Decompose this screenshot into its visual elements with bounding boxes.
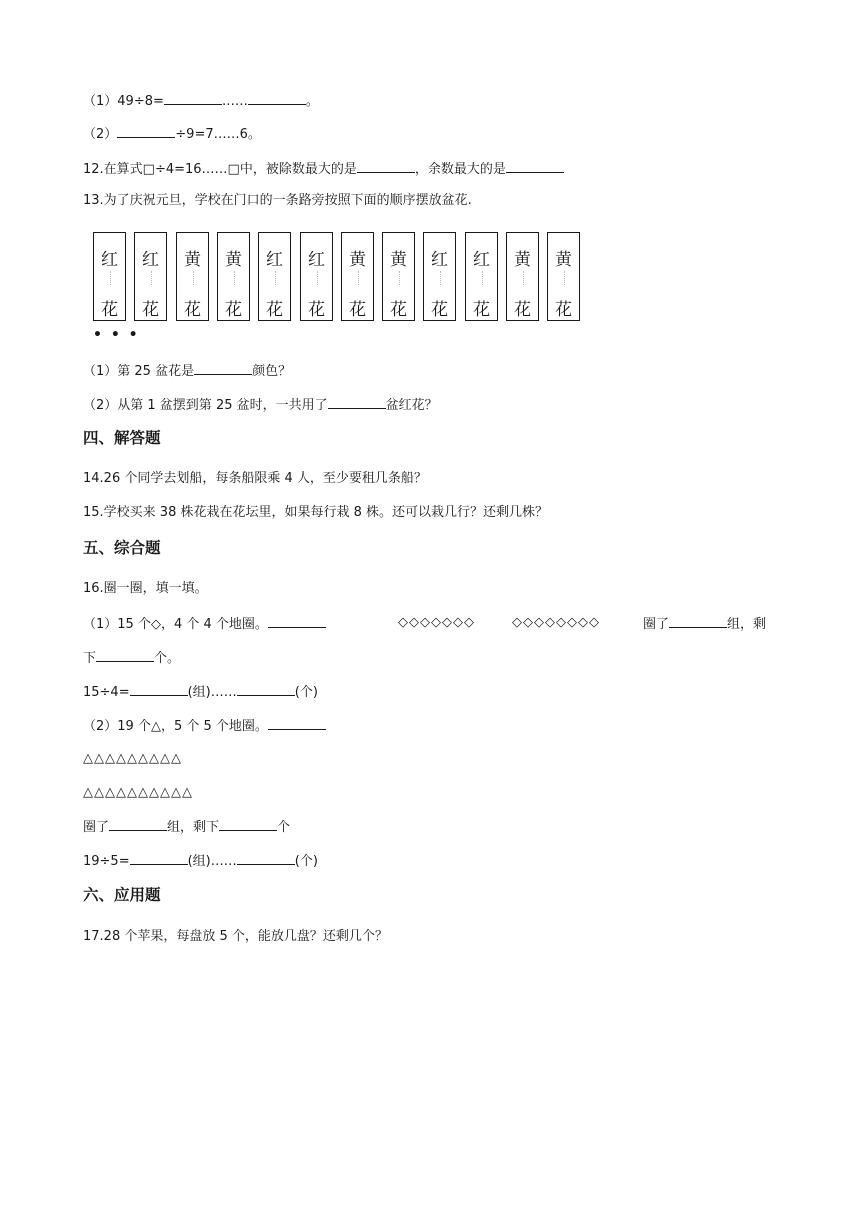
flower-char: 花 (142, 300, 159, 320)
flower-char: 花 (184, 300, 201, 320)
flower-char: 花 (514, 300, 531, 320)
eq-group: (组)…… (187, 685, 237, 700)
ellipsis: • • • (93, 327, 140, 343)
q12-prefix: 12.在算式□÷4=16……□中，被除数最大的是 (83, 162, 357, 177)
flower-color-char: 黄 (390, 250, 407, 270)
q11-part1-sep: …… (221, 94, 248, 109)
q12 (83, 159, 564, 179)
section-heading-4: 四、解答题 (83, 429, 161, 447)
answer-blank[interactable] (237, 682, 295, 696)
dotted-guide (523, 271, 524, 285)
flower-char: 花 (390, 300, 407, 320)
answer-blank[interactable] (96, 648, 154, 662)
flower-char: 花 (473, 300, 490, 320)
flower-color-char: 红 (142, 250, 159, 270)
flower-card (506, 232, 539, 321)
dotted-guide (317, 271, 318, 285)
dotted-guide (234, 271, 235, 285)
flower-color-char: 红 (431, 250, 448, 270)
answer-blank[interactable] (130, 851, 188, 865)
dotted-guide (440, 271, 441, 285)
answer-blank[interactable] (268, 614, 326, 628)
dotted-guide (482, 271, 483, 285)
flower-color-char: 红 (473, 250, 490, 270)
flower-card (423, 232, 456, 321)
eq-unit: (个) (294, 685, 318, 700)
diamonds-group-a: ◇◇◇◇◇◇◇ (398, 615, 475, 630)
flower-card (382, 232, 415, 321)
circled2-post: 个 (277, 820, 291, 835)
flower-color-char: 黄 (555, 250, 572, 270)
q13-sub2-pre: （2）从第 1 盆摆到第 25 盆时，一共用了 (83, 398, 328, 413)
answer-blank[interactable] (237, 851, 295, 865)
flower-card (341, 232, 374, 321)
flower-card (134, 232, 167, 321)
dotted-guide (275, 271, 276, 285)
q13-sub2 (83, 395, 438, 415)
flower-card (93, 232, 126, 321)
flower-char: 花 (225, 300, 242, 320)
circled-label: 圈了 (643, 617, 670, 632)
q13-sub1-post: 颜色？ (252, 364, 292, 379)
q16-sub2 (83, 716, 326, 736)
triangles-row-b: △△△△△△△△△△ (83, 785, 193, 800)
q16-eq1 (83, 682, 318, 702)
flower-color-char: 黄 (514, 250, 531, 270)
q13-sub1-pre: （1）第 25 盆花是 (83, 364, 195, 379)
answer-blank[interactable] (219, 817, 277, 831)
eq-group: (组)…… (187, 854, 237, 869)
q11-part1-end: 。 (305, 94, 319, 109)
flower-card (176, 232, 209, 321)
diamonds-group-b: ◇◇◇◇◇◇◇◇ (512, 615, 600, 630)
q16-sub1-remain (83, 648, 180, 668)
dotted-guide (399, 271, 400, 285)
dotted-guide (151, 271, 152, 285)
eq1-pre: 15÷4= (83, 685, 130, 700)
q11-part2-text: ÷9=7……6。 (175, 127, 261, 142)
group-label: 组，剩 (727, 617, 767, 632)
flower-card (258, 232, 291, 321)
answer-blank[interactable] (194, 361, 252, 375)
answer-blank[interactable] (130, 682, 188, 696)
answer-blank[interactable] (357, 159, 415, 173)
eq-unit: (个) (294, 854, 318, 869)
answer-blank[interactable] (109, 817, 167, 831)
answer-blank[interactable] (328, 395, 386, 409)
q14: 14.26 个同学去划船，每条船限乘 4 人，至少要租几条船？ (83, 471, 427, 486)
q16: 16.圈一圈，填一填。 (83, 581, 208, 596)
q13-sub2-post: 盆红花？ (385, 398, 438, 413)
flower-card (465, 232, 498, 321)
q15: 15.学校买来 38 株花栽在花坛里，如果每行栽 8 株。还可以栽几行？还剩几株？ (83, 505, 549, 520)
flower-color-char: 黄 (349, 250, 366, 270)
answer-blank[interactable] (117, 124, 175, 138)
q13-sub1 (83, 361, 291, 381)
flower-color-char: 黄 (184, 250, 201, 270)
remain-pre: 下 (83, 651, 97, 666)
flower-color-char: 红 (101, 250, 118, 270)
dotted-guide (110, 271, 111, 285)
q11-part2-label: （2） (83, 127, 118, 142)
remain-post: 个。 (154, 651, 181, 666)
flower-char: 花 (266, 300, 283, 320)
q16-sub1 (83, 614, 326, 634)
flower-color-char: 红 (308, 250, 325, 270)
q16-sub1-pre: （1）15 个◇，4 个 4 个地圈。 (83, 617, 268, 632)
q16-sub2-circled (83, 817, 290, 837)
flower-card (217, 232, 250, 321)
q13-text: 13.为了庆祝元旦，学校在门口的一条路旁按照下面的顺序摆放盆花. (83, 193, 472, 208)
answer-blank[interactable] (506, 159, 564, 173)
eq2-pre: 19÷5= (83, 854, 130, 869)
q11-part1 (83, 91, 319, 111)
q11-part2 (83, 124, 261, 144)
answer-blank[interactable] (268, 716, 326, 730)
circled2-mid: 组，剩下 (167, 820, 220, 835)
flower-char: 花 (431, 300, 448, 320)
dotted-guide (358, 271, 359, 285)
flower-color-char: 红 (266, 250, 283, 270)
q16-sub2-pre: （2）19 个△，5 个 5 个地圈。 (83, 719, 268, 734)
q17: 17.28 个苹果，每盘放 5 个，能放几盘？还剩几个？ (83, 929, 388, 944)
triangles-row-a: △△△△△△△△△ (83, 751, 182, 766)
q11-part1-label: （1）49÷8= (83, 94, 164, 109)
answer-blank[interactable] (164, 91, 222, 105)
q16-eq2 (83, 851, 318, 871)
circled2-pre: 圈了 (83, 820, 110, 835)
flower-char: 花 (308, 300, 325, 320)
flower-card (547, 232, 580, 321)
flower-char: 花 (555, 300, 572, 320)
flower-color-char: 黄 (225, 250, 242, 270)
q16-sub1-tail (643, 614, 766, 634)
dotted-guide (193, 271, 194, 285)
q12-mid: ，余数最大的是 (414, 162, 506, 177)
section-heading-6: 六、应用题 (83, 886, 161, 904)
flower-card (300, 232, 333, 321)
answer-blank[interactable] (669, 614, 727, 628)
section-heading-5: 五、综合题 (83, 539, 161, 557)
flower-char: 花 (349, 300, 366, 320)
flower-char: 花 (101, 300, 118, 320)
answer-blank[interactable] (248, 91, 306, 105)
dotted-guide (564, 271, 565, 285)
